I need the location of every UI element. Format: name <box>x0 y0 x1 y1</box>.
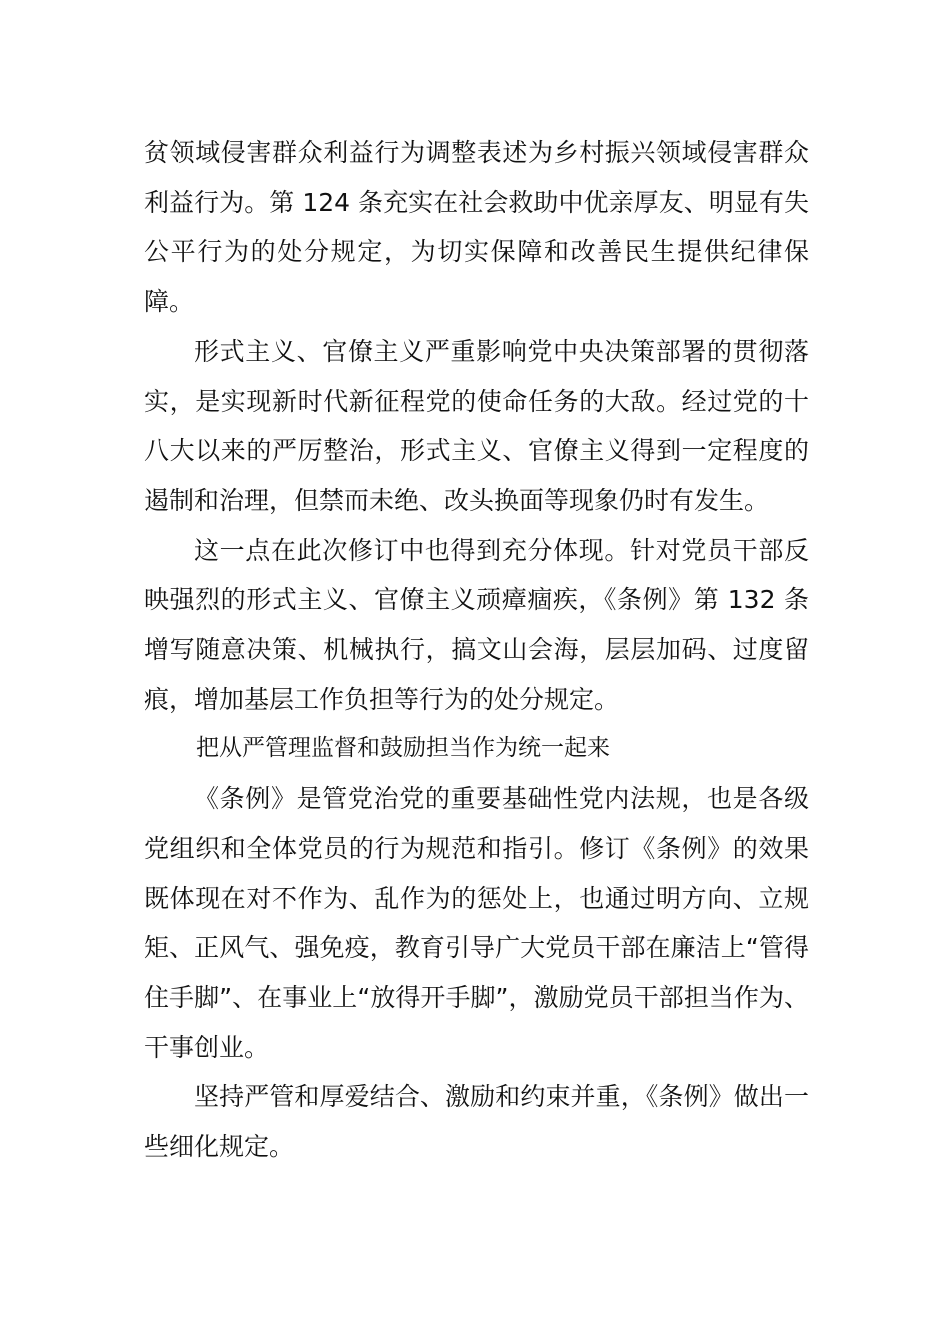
paragraph-regulations: 《条例》是管党治党的重要基础性党内法规，也是各级党组织和全体党员的行为规范和指引。修订《条例》的效果既体现在对不作为、乱作为的惩处上，也通过明方向、立规矩、正风气、强免疫，教育引导广大党员干部在廉洁上“管得住手脚”、在事业上“放得开手脚”，激励党员干部担当作为、干事创业。 <box>144 784 809 1062</box>
paragraph-conclusion: 坚持严管和厚爱结合、激励和约束并重，《条例》做出一些细化规定。 <box>144 1082 809 1162</box>
paragraph-continuation: 贫领域侵害群众利益行为调整表述为乡村振兴领域侵害群众利益行为。第 124 条充实在社会救助中优亲厚友、明显有失公平行为的处分规定，为切实保障和改善民生提供纪律保障。 <box>144 138 809 317</box>
paragraph-revision: 这一点在此次修订中也得到充分体现。针对党员干部反映强烈的形式主义、官僚主义顽瘴痼疾，《条例》第 132 条增写随意决策、机械执行，搞文山会海，层层加码、过度留痕，增加基层工作负担等行为的处分规定。 <box>144 535 809 714</box>
paragraph-formalism: 形式主义、官僚主义严重影响党中央决策部署的贯彻落实，是实现新时代新征程党的使命任务的大敌。经过党的十八大以来的严厉整治，形式主义、官僚主义得到一定程度的遏制和治理，但禁而未绝、改头换面等现象仍时有发生。 <box>144 336 809 515</box>
section-heading: 把从严管理监督和鼓励担当作为统一起来 <box>196 735 610 762</box>
document-body <box>144 128 809 1172</box>
